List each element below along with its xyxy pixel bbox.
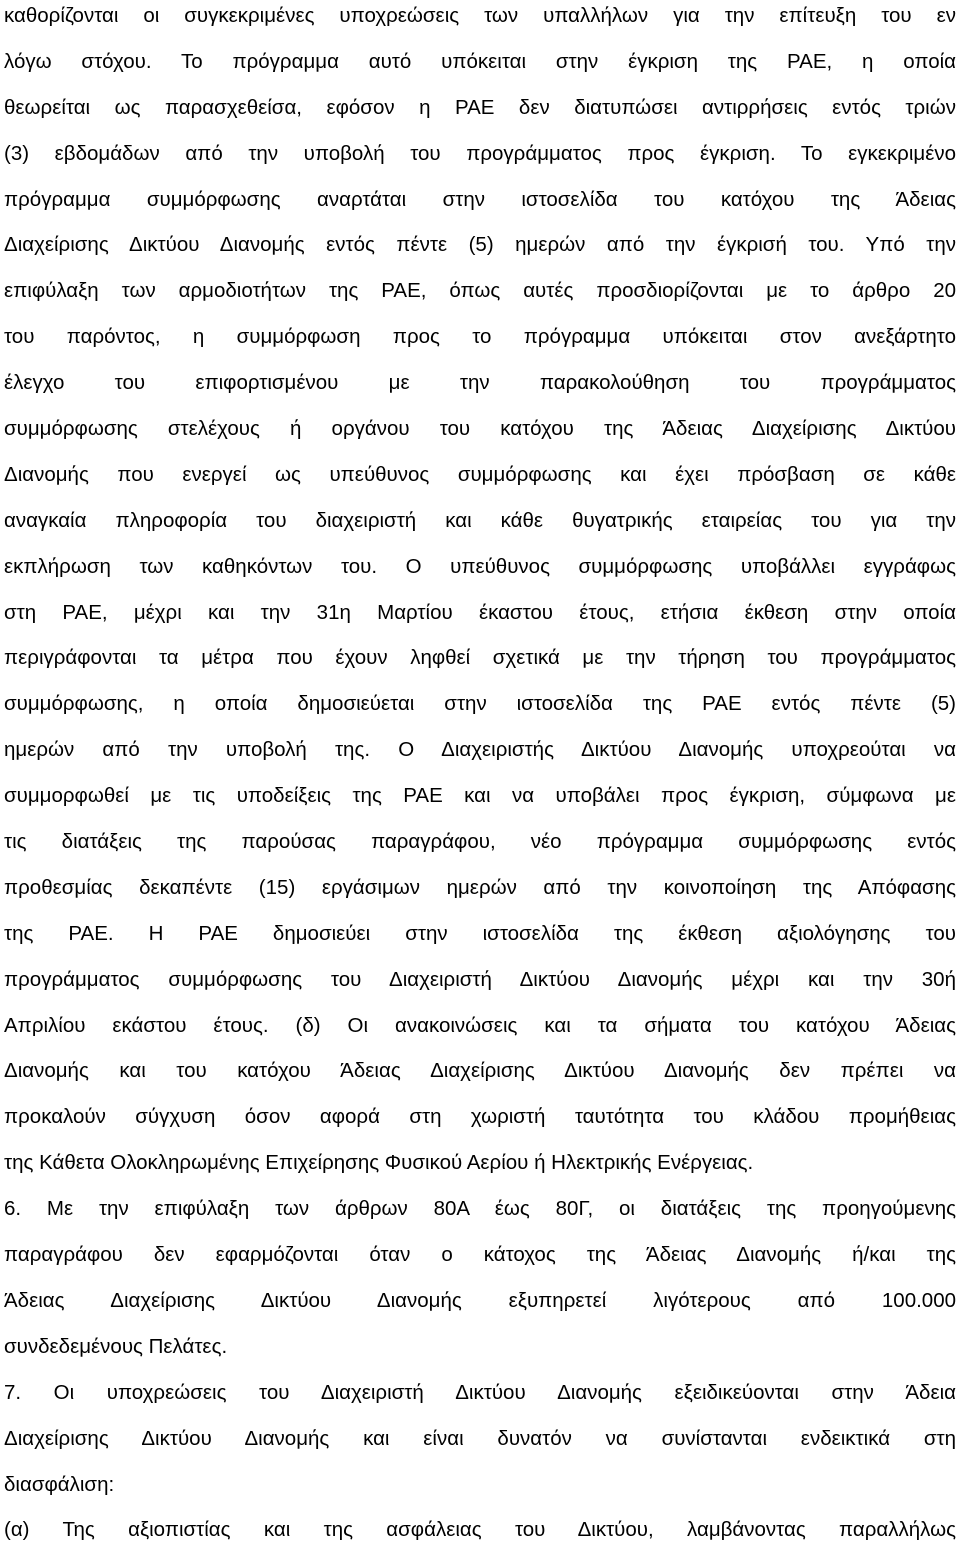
text-line: πρόγραμμα συμμόρφωσης αναρτάται στην ιστοσελίδα του κατόχου της Άδειας	[4, 187, 956, 211]
text-line: παραγράφου δεν εφαρμόζονται όταν ο κάτοχος της Άδειας Διανομής ή/και της	[4, 1243, 956, 1267]
document-page	[4, 0, 956, 1553]
text-line: προθεσμίας δεκαπέντε (15) εργάσιμων ημερών από την κοινοποίηση της Απόφασης	[4, 875, 956, 899]
text-line: Απριλίου εκάστου έτους. (δ) Οι ανακοινώσεις και τα σήματα του κατόχου Άδειας	[4, 1013, 956, 1037]
text-line: έλεγχο του επιφορτισμένου με την παρακολούθηση του προγράμματος	[4, 371, 956, 395]
text-line: συμμόρφωσης στελέχους ή οργάνου του κατόχου της Άδειας Διαχείρισης Δικτύου	[4, 417, 956, 441]
text-line: Διανομής και του κατόχου Άδειας Διαχείρισης Δικτύου Διανομής δεν πρέπει να	[4, 1059, 956, 1083]
text-line: περιγράφονται τα μέτρα που έχουν ληφθεί σχετικά με την τήρηση του προγράμματος	[4, 646, 956, 670]
text-line: Διαχείρισης Δικτύου Διανομής εντός πέντε (5) ημερών από την έγκρισή του. Υπό την	[4, 233, 956, 257]
text-line: ημερών από την υποβολή της. Ο Διαχειριστής Δικτύου Διανομής υποχρεούται να	[4, 738, 956, 762]
text-line: Διανομής που ενεργεί ως υπεύθυνος συμμόρφωσης και έχει πρόσβαση σε κάθε	[4, 462, 956, 486]
text-line: συμμορφωθεί με τις υποδείξεις της ΡΑΕ και να υποβάλει προς έγκριση, σύμφωνα με	[4, 784, 956, 808]
text-line: θεωρείται ως παρασχεθείσα, εφόσον η ΡΑΕ δεν διατυπώσει αντιρρήσεις εντός τριών	[4, 95, 956, 119]
text-line: εκπλήρωση των καθηκόντων του. Ο υπεύθυνος συμμόρφωσης υποβάλλει εγγράφως	[4, 554, 956, 578]
text-line: της Κάθετα Ολοκληρωμένης Επιχείρησης Φυσικού Αερίου ή Ηλεκτρικής Ενέργειας.	[4, 1151, 754, 1175]
text-line: προγράμματος συμμόρφωσης του Διαχειριστή Δικτύου Διανομής μέχρι και την 30ή	[4, 967, 956, 991]
text-line: διασφάλιση:	[4, 1472, 115, 1496]
text-line: λόγω στόχου. Το πρόγραμμα αυτό υπόκειται στην έγκριση της ΡΑΕ, η οποία	[4, 49, 956, 73]
text-line: (α) Της αξιοπιστίας και της ασφάλειας του Δικτύου, λαμβάνοντας παραλλήλως	[4, 1518, 956, 1542]
text-line: (3) εβδομάδων από την υποβολή του προγράμματος προς έγκριση. Το εγκεκριμένο	[4, 141, 956, 165]
text-line: στη ΡΑΕ, μέχρι και την 31η Μαρτίου έκαστου έτους, ετήσια έκθεση στην οποία	[4, 600, 956, 624]
text-line: Άδειας Διαχείρισης Δικτύου Διανομής εξυπηρετεί λιγότερους από 100.000	[4, 1288, 956, 1312]
text-line: Διαχείρισης Δικτύου Διανομής και είναι δυνατόν να συνίστανται ενδεικτικά στη	[4, 1426, 956, 1450]
text-line: της ΡΑΕ. Η ΡΑΕ δημοσιεύει στην ιστοσελίδα της έκθεση αξιολόγησης του	[4, 921, 956, 945]
text-line: τις διατάξεις της παρούσας παραγράφου, νέο πρόγραμμα συμμόρφωσης εντός	[4, 830, 956, 854]
text-line: καθορίζονται οι συγκεκριμένες υποχρεώσεις των υπαλλήλων για την επίτευξη του εν	[4, 4, 956, 27]
text-line: συμμόρφωσης, η οποία δημοσιεύεται στην ιστοσελίδα της ΡΑΕ εντός πέντε (5)	[4, 692, 956, 716]
text-line: του παρόντος, η συμμόρφωση προς το πρόγραμμα υπόκειται στον ανεξάρτητο	[4, 325, 956, 349]
text-line: αναγκαία πληροφορία του διαχειριστή και κάθε θυγατρικής εταιρείας του για την	[4, 508, 956, 532]
text-line: 7. Οι υποχρεώσεις του Διαχειριστή Δικτύου Διανομής εξειδικεύονται στην Άδεια	[4, 1380, 956, 1404]
text-line: προκαλούν σύγχυση όσον αφορά στη χωριστή ταυτότητα του κλάδου προμήθειας	[4, 1105, 956, 1129]
text-line: 6. Με την επιφύλαξη των άρθρων 80Α έως 80Γ, οι διατάξεις της προηγούμενης	[4, 1197, 956, 1221]
text-line: συνδεδεμένους Πελάτες.	[4, 1334, 228, 1358]
text-line: επιφύλαξη των αρμοδιοτήτων της ΡΑΕ, όπως αυτές προσδιορίζονται με το άρθρο 20	[4, 279, 956, 303]
